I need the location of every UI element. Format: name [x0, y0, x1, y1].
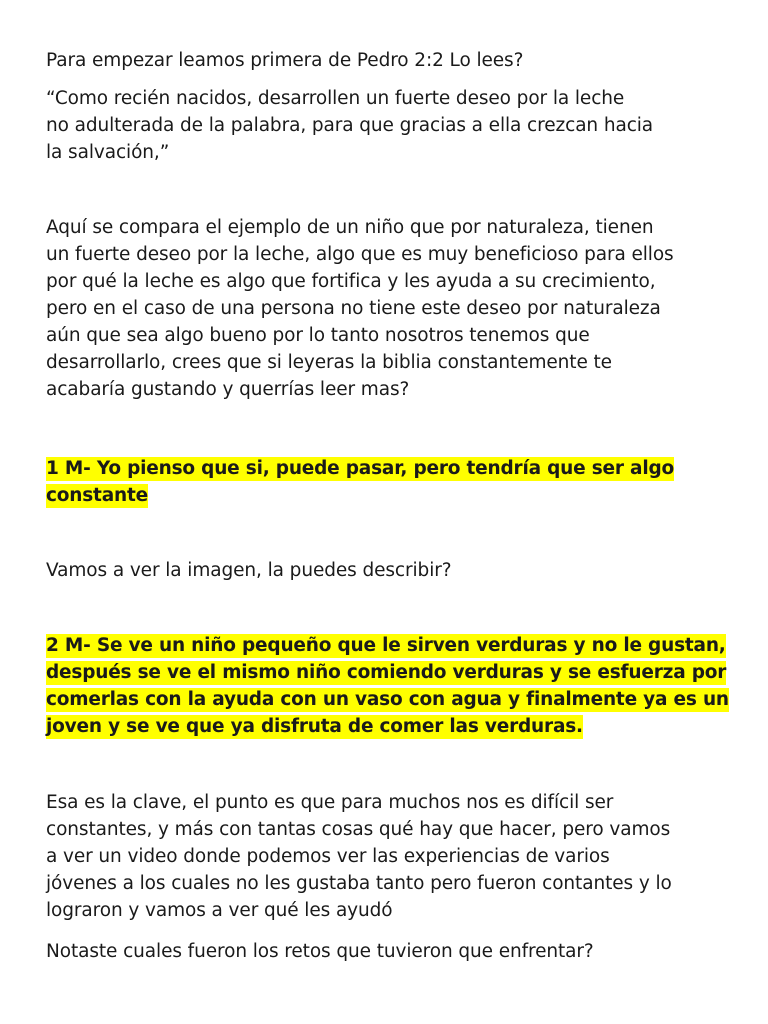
answer-2-line: 2 M- Se ve un niño pequeño que le sirven verduras y no le gustan,: [46, 635, 726, 656]
answer-1-line: 1 M- Yo pienso que si, puede pasar, pero tendría que ser algo: [46, 458, 675, 479]
answer-2-line: comerlas con la ayuda con un vaso con agua y finalmente ya es un: [46, 689, 729, 710]
verse-paragraph: “Como recién nacidos, desarrollen un fuerte deseo por la leche no adulterada de la palabra, para que gracias a ella crezcan hacia la salvación,”: [46, 88, 654, 163]
intro-paragraph: Para empezar leamos primera de Pedro 2:2 Lo lees?: [46, 50, 524, 71]
answer-1-highlight: [46, 455, 736, 509]
answer-2-highlight: [46, 632, 736, 740]
answer-1-line: constante: [46, 485, 148, 506]
explanation-paragraph: Aquí se compara el ejemplo de un niño que por naturaleza, tienen un fuerte deseo por la leche, algo que es muy beneficioso para ellos por qué la leche es algo que fortifica y les ayuda a su crecimiento, pero en el caso de una persona no tiene este deseo por naturaleza aún que sea algo bueno por lo tanto nosotros tenemos que desarrollarlo, crees que si leyeras la biblia constantemente te acabaría gustando y querrías leer mas?: [46, 217, 674, 400]
key-point-paragraph: Esa es la clave, el punto es que para muchos nos es difícil ser constantes, y más con tantas cosas qué hay que hacer, pero vamos a ver un video donde podemos ver las experiencias de varios jóvenes a los cuales no les gustaba tanto pero fueron contantes y lo lograron y vamos a ver qué les ayudó: [46, 792, 672, 921]
closing-question: Notaste cuales fueron los retos que tuvieron que enfrentar?: [46, 941, 594, 962]
answer-2-line: joven y se ve que ya disfruta de comer las verduras.: [46, 716, 583, 737]
answer-2-line: después se ve el mismo niño comiendo verduras y se esfuerza por: [46, 662, 727, 683]
image-prompt-paragraph: Vamos a ver la imagen, la puedes describir?: [46, 560, 452, 581]
